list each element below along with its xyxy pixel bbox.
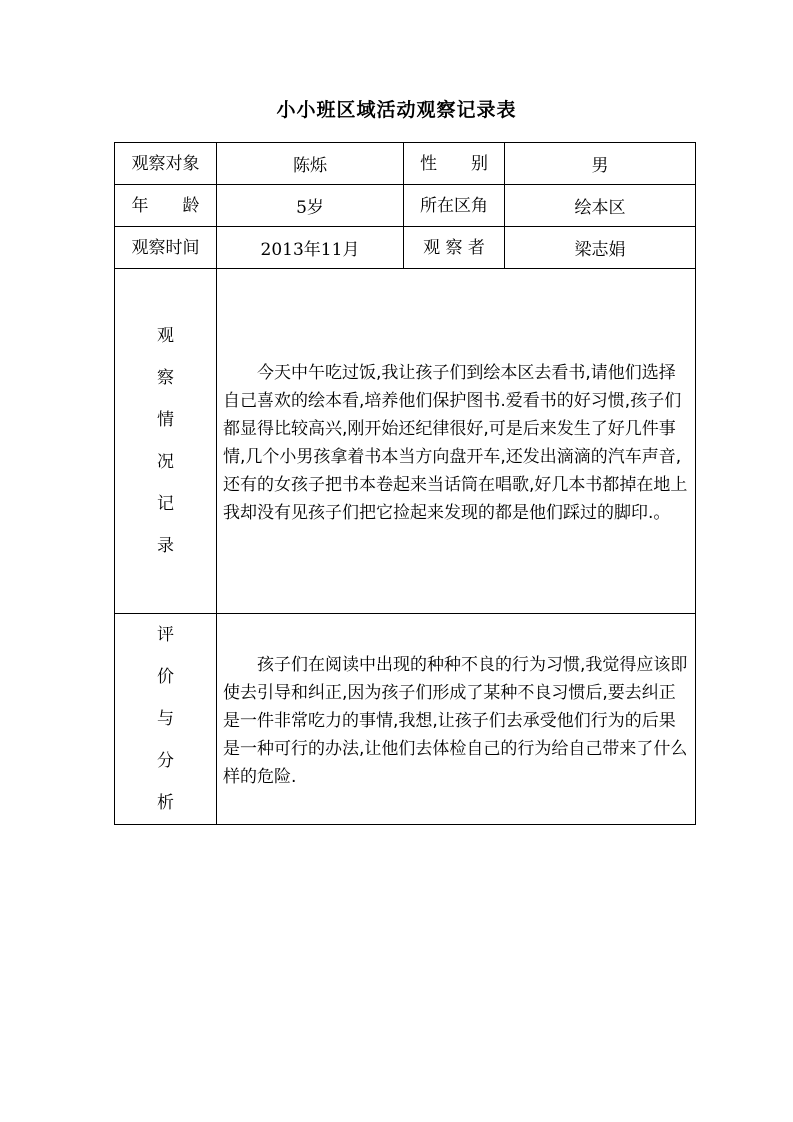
age-value: 5岁 xyxy=(217,185,404,227)
area-value: 绘本区 xyxy=(505,185,696,227)
evaluation-label xyxy=(115,614,217,825)
observer-value: 梁志娟 xyxy=(505,227,696,269)
age-label: 年 龄 xyxy=(115,185,217,227)
observation-time-label: 观察时间 xyxy=(115,227,217,269)
table-row xyxy=(115,614,696,825)
gender-value: 男 xyxy=(505,143,696,185)
observation-record-text: 今天中午吃过饭,我让孩子们到绘本区去看书,请他们选择自己喜欢的绘本看,培养他们保护图书.爱看书的好习惯,孩子们都显得比较高兴,刚开始还纪律很好,可是后来发生了好几件事情,几个小男孩拿着书本当方向盘开车,还发出滴滴的汽车声音,还有的女孩子把书本卷起来当话筒在唱歌,好几本书都掉在地上我却没有见孩子们把它捡起来发现的都是他们踩过的脚印.。 xyxy=(217,269,696,614)
table-row xyxy=(115,185,696,227)
evaluation-text: 孩子们在阅读中出现的种种不良的行为习惯,我觉得应该即使去引导和纠正,因为孩子们形成了某种不良习惯后,要去纠正是一件非常吃力的事情,我想,让孩子们去承受他们行为的后果是一种可行的办法,让他们去体检自己的行为给自己带来了什么样的危险. xyxy=(217,614,696,825)
subject-label: 观察对象 xyxy=(115,143,217,185)
vertical-char: 察 xyxy=(157,368,174,388)
vertical-char: 况 xyxy=(157,452,174,472)
vertical-char: 评 xyxy=(157,625,174,645)
vertical-char: 情 xyxy=(157,410,174,430)
table-row xyxy=(115,269,696,614)
vertical-char: 析 xyxy=(157,793,174,813)
page-title: 小小班区域活动观察记录表 xyxy=(276,99,517,121)
gender-label: 性 别 xyxy=(404,143,505,185)
table-row xyxy=(115,227,696,269)
observation-record-table xyxy=(114,142,696,825)
area-label: 所在区角 xyxy=(404,185,505,227)
vertical-char: 观 xyxy=(157,326,174,346)
observation-record-label xyxy=(115,269,217,614)
vertical-char: 与 xyxy=(157,709,174,729)
observer-label: 观 察 者 xyxy=(404,227,505,269)
table-row xyxy=(115,143,696,185)
vertical-char: 分 xyxy=(157,751,174,771)
vertical-char: 录 xyxy=(157,536,174,556)
subject-value: 陈烁 xyxy=(217,143,404,185)
vertical-char: 记 xyxy=(157,494,174,514)
observation-time-value: 2013年11月 xyxy=(217,227,404,269)
vertical-char: 价 xyxy=(157,667,174,687)
